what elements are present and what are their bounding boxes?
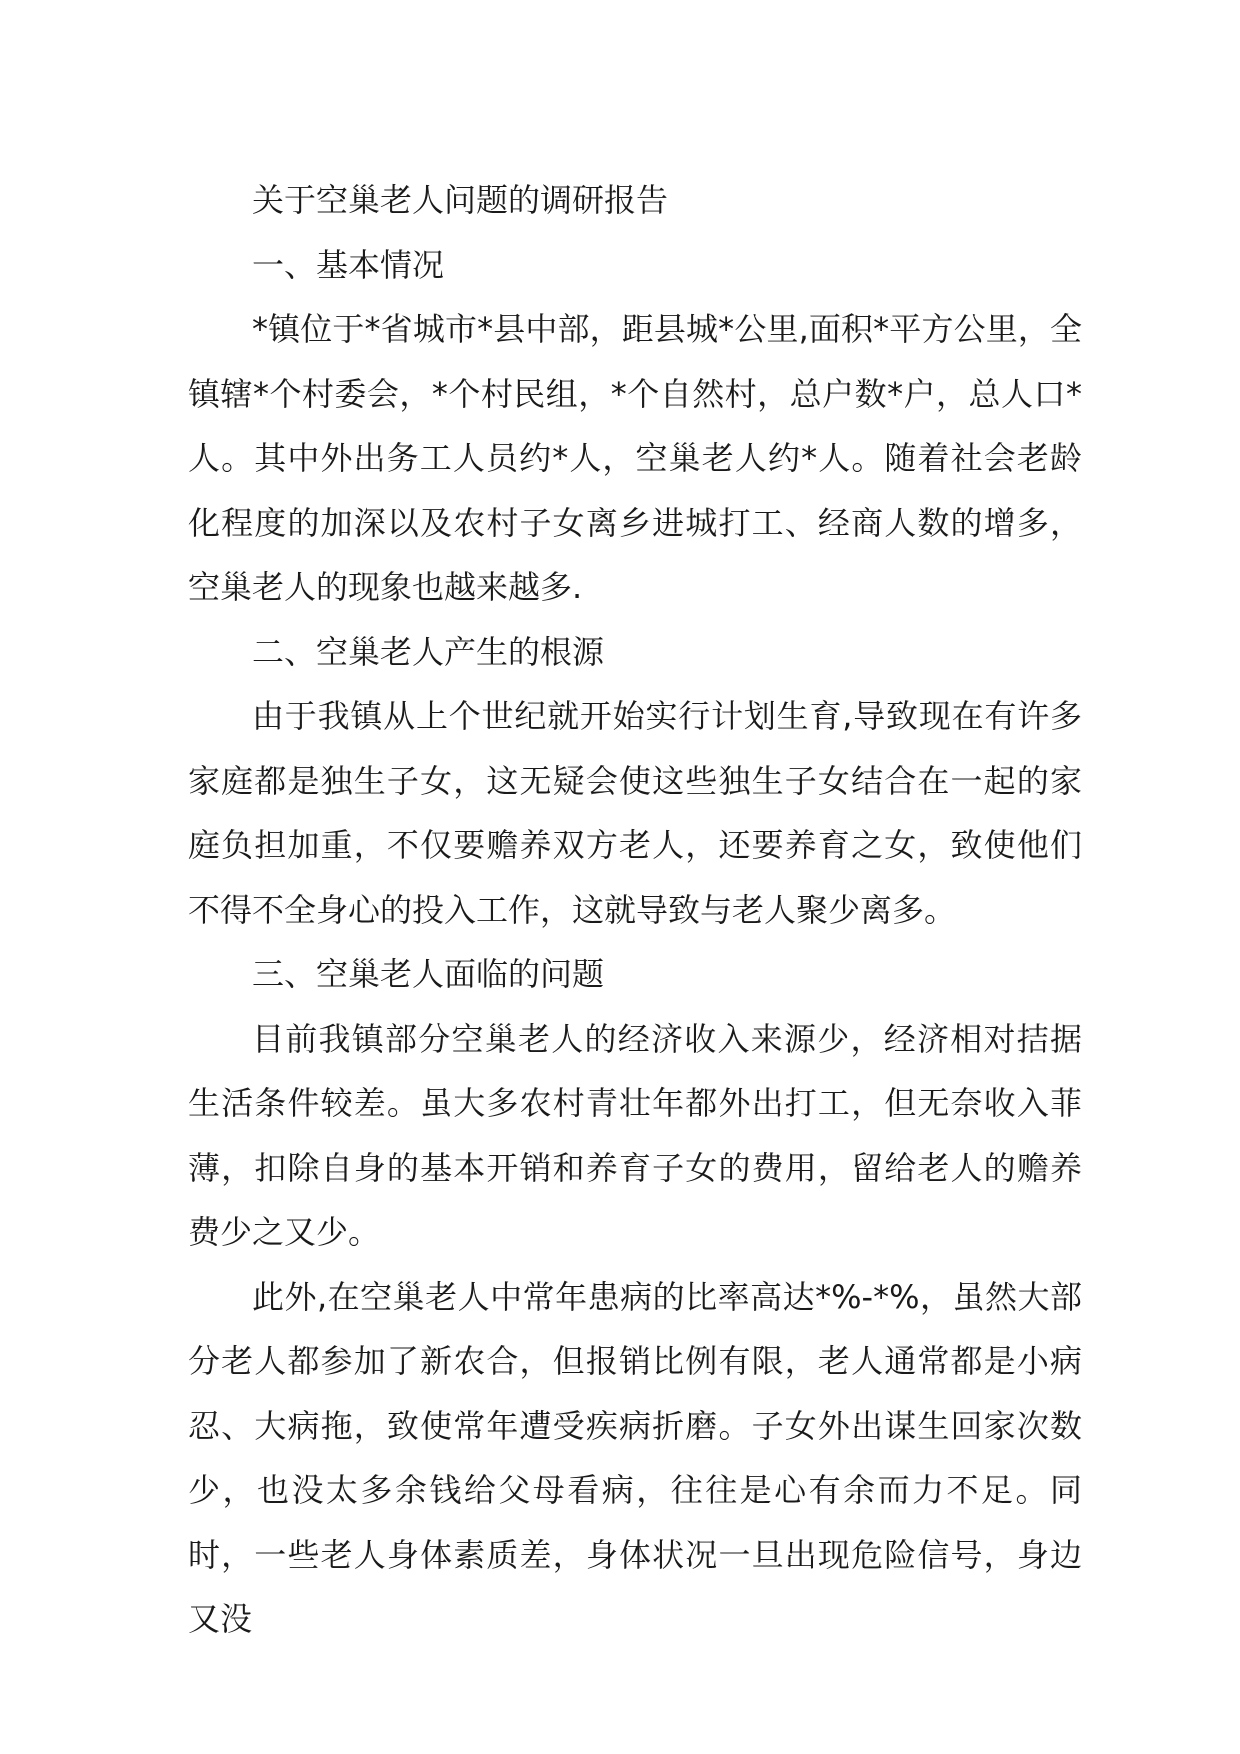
section-heading-root-causes: 二、空巢老人产生的根源	[252, 632, 605, 671]
paragraph-problems-health: 此外,在空巢老人中常年患病的比率高达*%-*%，虽然大部分老人都参加了新农合，但报销比例有限，老人通常都是小病忍、大病拖，致使常年遭受疾病折磨。子女外出谋生回家次数少，也没太多余钱给父母看病，往往是心有余而力不足。同时，一些老人身体素质差，身体状况一旦出现危险信号，身边又没	[188, 1277, 1082, 1638]
paragraph-basic-situation: *镇位于*省城市*县中部，距县城*公里,面积*平方公里，全镇辖*个村委会，*个村民组，*个自然村，总户数*户，总人口*人。其中外出务工人员约*人，空巢老人约*人。随着社会老龄化程度的加深以及农村子女离乡进城打工、经商人数的增多，空巢老人的现象也越来越多.	[188, 310, 1082, 606]
document-body	[188, 168, 1082, 1652]
paragraph-problems-economic: 目前我镇部分空巢老人的经济收入来源少，经济相对拮据生活条件较差。虽大多农村青壮年都外出打工，但无奈收入菲薄，扣除自身的基本开销和养育子女的费用，留给老人的赡养费少之又少。	[188, 1019, 1082, 1251]
section-heading-problems: 三、空巢老人面临的问题	[252, 955, 605, 993]
section-heading-basic-situation: 一、基本情况	[252, 245, 445, 284]
paragraph-root-causes: 由于我镇从上个世纪就开始实行计划生育,导致现在有许多家庭都是独生子女，这无疑会使这些独生子女结合在一起的家庭负担加重，不仅要赡养双方老人，还要养育之女，致使他们不得不全身心的投入工作，这就导致与老人聚少离多。	[188, 697, 1082, 929]
document-title: 关于空巢老人问题的调研报告	[252, 181, 669, 219]
